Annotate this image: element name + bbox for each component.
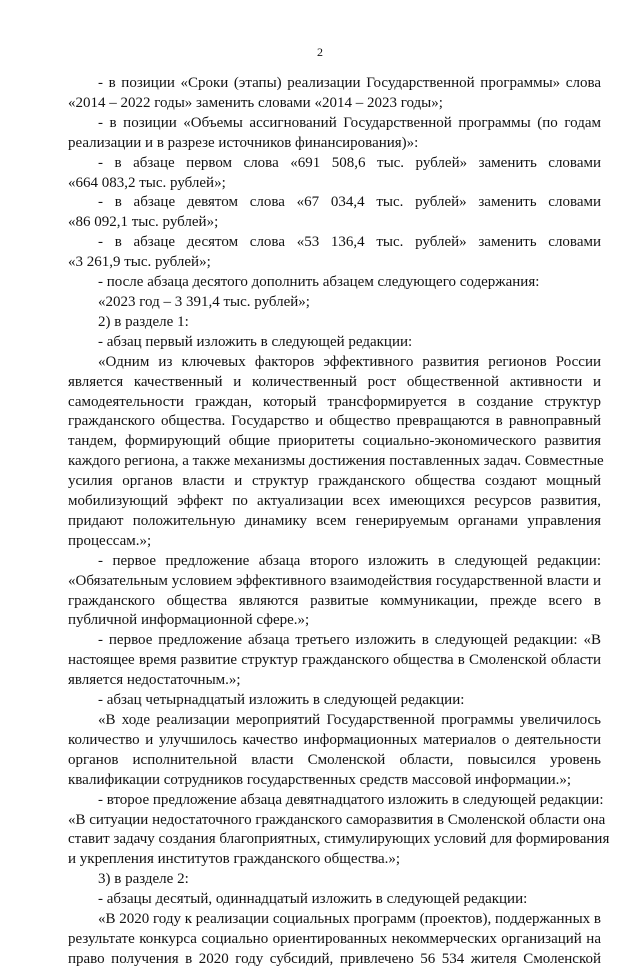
- text-line: гражданского общества являются развитые коммуникации, прежде всего в: [68, 592, 601, 609]
- text-line: реализации и в разрезе источников финансирования)»:: [68, 134, 419, 151]
- text-line: публичной информационной сфере.»;: [68, 612, 310, 629]
- text-line: - второе предложение абзаца девятнадцатого изложить в следующей редакции:: [98, 791, 604, 808]
- text-line: ставит задачу создания благоприятных, стимулирующих условий для формирования: [68, 831, 610, 848]
- text-line: каждого региона, а также механизмы достижения поставленных задач. Совместные: [68, 453, 604, 470]
- text-line: является качественный и количественный рост общественной активности и: [68, 373, 601, 390]
- text-line: - абзац первый изложить в следующей редакции:: [98, 333, 413, 350]
- text-line: «2014 – 2022 годы» заменить словами «2014 – 2023 годы»;: [68, 94, 443, 111]
- text-line: «В 2020 году к реализации социальных программ (проектов), поддержанных в: [98, 911, 601, 928]
- text-line: - в абзаце девятом слова «67 034,4 тыс. рублей» заменить словами: [98, 194, 601, 211]
- text-line: право получения в 2020 году субсидий, привлечено 56 534 жителя Смоленской: [68, 950, 601, 967]
- text-line: настоящее время развитие структур гражданского общества в Смоленской области: [68, 652, 601, 669]
- page-number: 2: [317, 45, 323, 59]
- text-line: и укрепления институтов гражданского общества.»;: [68, 851, 401, 868]
- text-line: количество и улучшилось качество информационных материалов о деятельности: [68, 731, 601, 748]
- text-line: усилия органов власти и структур гражданского общества создают мощный: [68, 473, 601, 490]
- text-line: «Обязательным условием эффективного взаимодействия государственной власти и: [68, 572, 601, 589]
- text-line: - в абзаце первом слова «691 508,6 тыс. рублей» заменить словами: [98, 154, 601, 171]
- text-line: органов исполнительной власти Смоленской области, повысился уровень: [68, 751, 601, 768]
- text-line: «3 261,9 тыс. рублей»;: [68, 254, 211, 271]
- text-line: «664 083,2 тыс. рублей»;: [68, 174, 226, 191]
- text-line: - первое предложение абзаца третьего изложить в следующей редакции: «В: [98, 632, 601, 649]
- text-line: «В ситуации недостаточного гражданского саморазвития в Смоленской области она: [68, 811, 606, 828]
- text-line: «В ходе реализации мероприятий Государственной программы увеличилось: [98, 712, 601, 728]
- text-line: «86 092,1 тыс. рублей»;: [68, 214, 219, 231]
- text-line: - в абзаце десятом слова «53 136,4 тыс. рублей» заменить словами: [98, 234, 601, 251]
- text-line: 3) в разделе 2:: [98, 871, 189, 888]
- text-line: является недостаточным.»;: [68, 672, 241, 689]
- text-line: - после абзаца десятого дополнить абзацем следующего содержания:: [98, 274, 540, 291]
- text-line: - первое предложение абзаца второго изложить в следующей редакции:: [98, 552, 601, 569]
- text-line: - абзацы десятый, одиннадцатый изложить в следующей редакции:: [98, 891, 528, 908]
- text-line: процессам.»;: [68, 532, 152, 549]
- text-line: - в позиции «Сроки (этапы) реализации Государственной программы» слова: [98, 75, 601, 91]
- text-line: гражданского общества. Государство и общество превращаются в равноправный: [68, 413, 601, 430]
- text-line: 2) в разделе 1:: [98, 313, 189, 330]
- text-line: тандем, формирующий общие приоритеты социально-экономического развития: [68, 433, 601, 450]
- text-line: результате конкурса социально ориентированных некоммерческих организаций на: [68, 930, 601, 947]
- text-line: «Одним из ключевых факторов эффективного развития регионов России: [98, 353, 601, 370]
- text-line: - в позиции «Объемы ассигнований Государственной программы (по годам: [98, 114, 601, 131]
- document-body: [68, 74, 610, 970]
- text-line: «2023 год – 3 391,4 тыс. рублей»;: [98, 293, 310, 310]
- text-line: квалификации сотрудников государственных средств массовой информации.»;: [68, 771, 572, 788]
- text-line: самодеятельности граждан, который трансформируется в создание структур: [68, 393, 601, 410]
- text-line: придают положительную динамику всем генерируемым органами управления: [68, 512, 601, 529]
- text-line: - абзац четырнадцатый изложить в следующей редакции:: [98, 692, 465, 709]
- text-line: мобилизующий эффект по актуализации всех имеющихся ресурсов развития,: [68, 493, 601, 510]
